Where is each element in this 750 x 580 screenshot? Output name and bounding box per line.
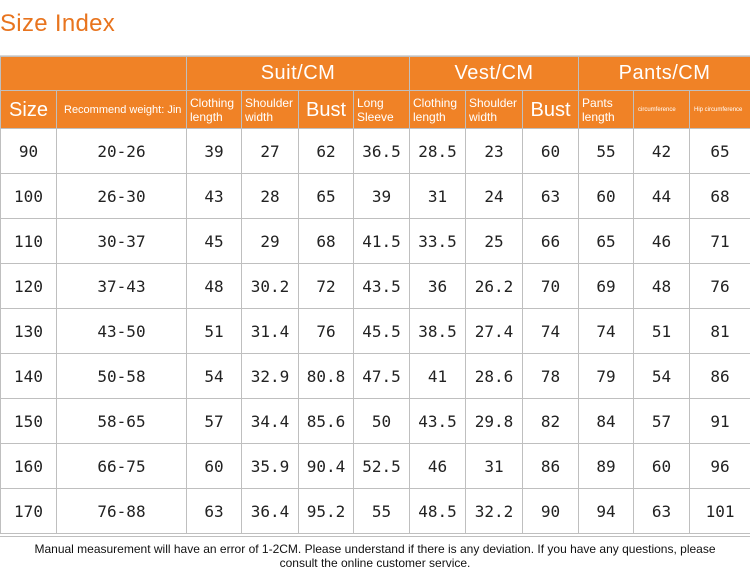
table-cell: 110 (1, 219, 57, 264)
table-cell: 69 (579, 264, 634, 309)
table-cell: 74 (523, 309, 579, 354)
table-cell: 43.5 (410, 399, 466, 444)
table-cell: 54 (187, 354, 242, 399)
footer-note: Manual measurement will have an error of 1-2CM. Please understand if there is any deviation. If you have any questions, please consult the online customer service. (0, 536, 750, 580)
table-cell: 38.5 (410, 309, 466, 354)
table-cell: 45 (187, 219, 242, 264)
table-cell: 130 (1, 309, 57, 354)
table-cell: 31.4 (242, 309, 299, 354)
table-cell: 35.9 (242, 444, 299, 489)
table-cell: 70 (523, 264, 579, 309)
table-cell: 32.9 (242, 354, 299, 399)
table-cell: 78 (523, 354, 579, 399)
table-cell: 29.8 (466, 399, 523, 444)
table-cell: 31 (466, 444, 523, 489)
col-recommend-weight: Recommend weight: Jin (57, 91, 187, 129)
table-cell: 63 (634, 489, 690, 534)
table-cell: 65 (690, 129, 750, 174)
table-cell: 62 (299, 129, 354, 174)
table-cell: 50 (354, 399, 410, 444)
table-cell: 30-37 (57, 219, 187, 264)
table-cell: 96 (690, 444, 750, 489)
table-cell: 42 (634, 129, 690, 174)
table-cell: 140 (1, 354, 57, 399)
table-cell: 60 (187, 444, 242, 489)
table-cell: 48 (187, 264, 242, 309)
group-header-vest: Vest/CM (410, 57, 579, 91)
table-cell: 51 (187, 309, 242, 354)
table-cell: 95.2 (299, 489, 354, 534)
table-cell: 66-75 (57, 444, 187, 489)
col-suit-clothing-length: Clothing length (187, 91, 242, 129)
group-header-blank (1, 57, 187, 91)
table-cell: 82 (523, 399, 579, 444)
table-cell: 66 (523, 219, 579, 264)
table-cell: 81 (690, 309, 750, 354)
table-cell: 34.4 (242, 399, 299, 444)
table-cell: 60 (634, 444, 690, 489)
table-cell: 30.2 (242, 264, 299, 309)
table-cell: 120 (1, 264, 57, 309)
table-cell: 71 (690, 219, 750, 264)
col-pants-length: Pants length (579, 91, 634, 129)
table-cell: 27 (242, 129, 299, 174)
col-suit-long-sleeve: Long Sleeve (354, 91, 410, 129)
title-bar (0, 0, 750, 56)
table-body (1, 129, 750, 534)
table-cell: 86 (690, 354, 750, 399)
size-table (0, 56, 750, 534)
table-cell: 28 (242, 174, 299, 219)
table-cell: 84 (579, 399, 634, 444)
table-cell: 91 (690, 399, 750, 444)
col-vest-shoulder-width: Shoulder width (466, 91, 523, 129)
table-cell: 101 (690, 489, 750, 534)
table-cell: 37-43 (57, 264, 187, 309)
table-cell: 43-50 (57, 309, 187, 354)
table-cell: 100 (1, 174, 57, 219)
table-cell: 41.5 (354, 219, 410, 264)
table-cell: 68 (690, 174, 750, 219)
table-cell: 28.6 (466, 354, 523, 399)
table-cell: 57 (187, 399, 242, 444)
table-row (1, 354, 750, 399)
table-cell: 55 (579, 129, 634, 174)
group-header-suit: Suit/CM (187, 57, 410, 91)
table-cell: 80.8 (299, 354, 354, 399)
table-cell: 50-58 (57, 354, 187, 399)
table-cell: 43 (187, 174, 242, 219)
table-cell: 25 (466, 219, 523, 264)
table-cell: 90 (1, 129, 57, 174)
table-cell: 65 (579, 219, 634, 264)
col-suit-bust: Bust (299, 91, 354, 129)
table-row (1, 174, 750, 219)
table-row (1, 264, 750, 309)
table-cell: 46 (410, 444, 466, 489)
table-header (1, 57, 750, 129)
table-row (1, 309, 750, 354)
table-cell: 65 (299, 174, 354, 219)
table-cell: 85.6 (299, 399, 354, 444)
table-cell: 76 (299, 309, 354, 354)
table-cell: 170 (1, 489, 57, 534)
group-header-pants: Pants/CM (579, 57, 750, 91)
table-cell: 48.5 (410, 489, 466, 534)
table-cell: 36 (410, 264, 466, 309)
table-cell: 60 (579, 174, 634, 219)
table-cell: 63 (187, 489, 242, 534)
table-cell: 79 (579, 354, 634, 399)
table-cell: 160 (1, 444, 57, 489)
table-cell: 32.2 (466, 489, 523, 534)
table-cell: 41 (410, 354, 466, 399)
table-cell: 46 (634, 219, 690, 264)
table-cell: 48 (634, 264, 690, 309)
table-row (1, 219, 750, 264)
table-cell: 58-65 (57, 399, 187, 444)
table-row (1, 129, 750, 174)
table-cell: 39 (187, 129, 242, 174)
col-pants-circumference: circumference (634, 91, 690, 129)
col-size: Size (1, 91, 57, 129)
table-cell: 24 (466, 174, 523, 219)
table-cell: 55 (354, 489, 410, 534)
col-pants-hip-circumference: Hip circumference (690, 91, 750, 129)
table-cell: 47.5 (354, 354, 410, 399)
table-cell: 76 (690, 264, 750, 309)
col-vest-clothing-length: Clothing length (410, 91, 466, 129)
table-cell: 74 (579, 309, 634, 354)
table-cell: 39 (354, 174, 410, 219)
table-cell: 23 (466, 129, 523, 174)
table-row (1, 399, 750, 444)
col-vest-bust: Bust (523, 91, 579, 129)
table-row (1, 489, 750, 534)
table-cell: 150 (1, 399, 57, 444)
table-cell: 44 (634, 174, 690, 219)
table-cell: 26.2 (466, 264, 523, 309)
group-header-row (1, 57, 750, 91)
table-cell: 51 (634, 309, 690, 354)
table-cell: 76-88 (57, 489, 187, 534)
table-row (1, 444, 750, 489)
table-cell: 29 (242, 219, 299, 264)
table-cell: 20-26 (57, 129, 187, 174)
col-suit-shoulder-width: Shoulder width (242, 91, 299, 129)
table-cell: 94 (579, 489, 634, 534)
table-cell: 26-30 (57, 174, 187, 219)
table-cell: 45.5 (354, 309, 410, 354)
table-cell: 89 (579, 444, 634, 489)
table-cell: 36.4 (242, 489, 299, 534)
table-cell: 54 (634, 354, 690, 399)
table-cell: 60 (523, 129, 579, 174)
table-cell: 57 (634, 399, 690, 444)
table-cell: 31 (410, 174, 466, 219)
table-cell: 27.4 (466, 309, 523, 354)
table-cell: 43.5 (354, 264, 410, 309)
table-cell: 72 (299, 264, 354, 309)
page-title: Size Index (0, 10, 116, 37)
table-cell: 63 (523, 174, 579, 219)
table-cell: 28.5 (410, 129, 466, 174)
table-cell: 68 (299, 219, 354, 264)
table-cell: 90 (523, 489, 579, 534)
table-cell: 33.5 (410, 219, 466, 264)
table-cell: 86 (523, 444, 579, 489)
table-cell: 36.5 (354, 129, 410, 174)
column-header-row (1, 91, 750, 129)
table-cell: 52.5 (354, 444, 410, 489)
table-cell: 90.4 (299, 444, 354, 489)
